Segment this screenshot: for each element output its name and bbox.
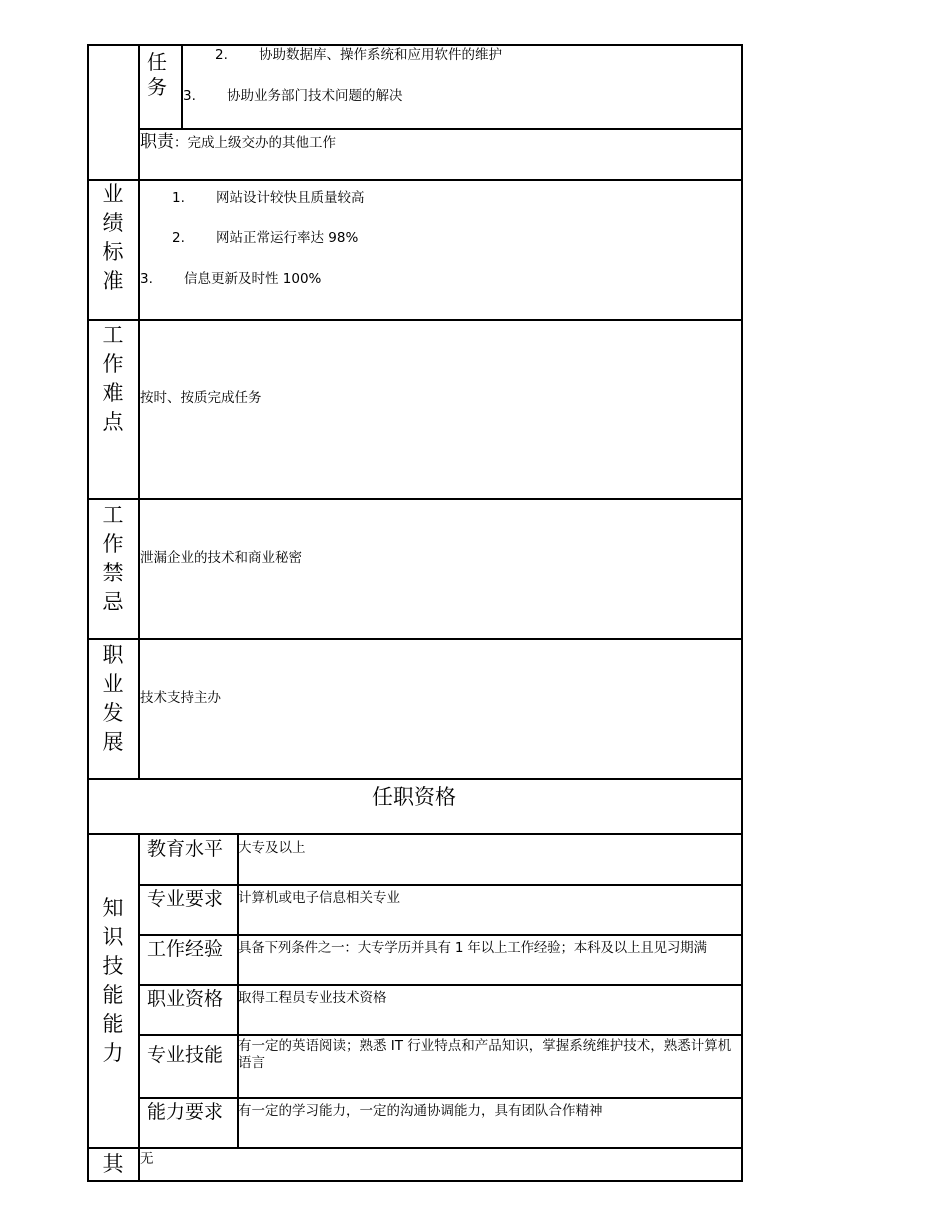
- performance-standard-label: 业绩标准: [102, 182, 124, 293]
- duty-text: ：完成上级交办的其他工作: [174, 135, 336, 151]
- qualification-label: 职业资格: [147, 988, 224, 1010]
- qualification-value: 取得工程员专业技术资格: [238, 990, 387, 1006]
- work-taboo-label: 工作禁忌: [102, 503, 124, 614]
- performance-item: 2. 网站正常运行率达 98%: [172, 230, 359, 246]
- qualification-value: 具备下列条件之一：大专学历并具有 1 年以上工作经验；本科及以上且见习期满: [238, 940, 707, 956]
- qualification-value: 计算机或电子信息相关专业: [238, 890, 400, 906]
- task-label: 任务: [147, 50, 167, 99]
- other-value: 无: [140, 1151, 154, 1167]
- qualification-label: 能力要求: [147, 1101, 224, 1123]
- qualification-value: 有一定的英语阅读；熟悉 IT 行业特点和产品知识，掌握系统维护技术，熟悉计算机语言: [238, 1038, 732, 1071]
- qualification-label: 工作经验: [147, 938, 224, 960]
- qualification-value: 有一定的学习能力，一定的沟通协调能力，具有团队合作精神: [238, 1103, 603, 1119]
- task-item: 3. 协助业务部门技术问题的解决: [183, 88, 403, 104]
- duty-label: 职责: [140, 132, 174, 152]
- task-item: 2. 协助数据库、操作系统和应用软件的维护: [215, 47, 502, 63]
- qualification-label: 教育水平: [147, 838, 224, 860]
- knowledge-skills-ability-label: 知识技能能力: [102, 896, 124, 1065]
- qualifications-heading: 任职资格: [372, 785, 456, 809]
- performance-item: 1. 网站设计较快且质量较高: [172, 190, 365, 206]
- other-label: 其: [102, 1152, 124, 1176]
- work-difficulty-label: 工作难点: [102, 323, 124, 434]
- duty-row: [140, 134, 336, 151]
- qualification-value: 大专及以上: [238, 840, 306, 856]
- qualification-label: 专业要求: [147, 888, 224, 910]
- qualification-label: 专业技能: [147, 1044, 224, 1066]
- career-development-label: 职业发展: [102, 643, 124, 754]
- work-difficulty-text: 按时、按质完成任务: [140, 390, 262, 406]
- career-development-text: 技术支持主办: [140, 690, 221, 706]
- work-taboo-text: 泄漏企业的技术和商业秘密: [140, 550, 302, 566]
- performance-item: 3. 信息更新及时性 100%: [140, 271, 322, 287]
